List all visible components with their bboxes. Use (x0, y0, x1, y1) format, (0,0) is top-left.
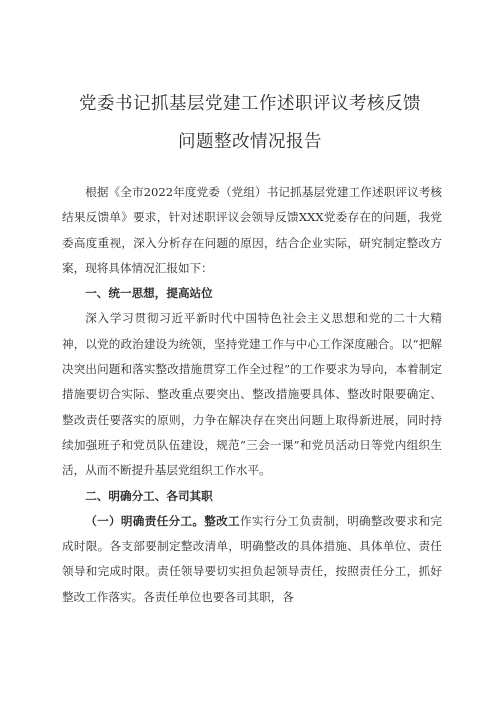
section1-paragraph: 深入学习贯彻习近平新时代中国特色社会主义思想和党的二十大精神，以党的政治建设为统领，坚持党建工作与中心工作深度融合。以“把解决突出问题和落实整改措施贯穿工作全过程”的工作要求为导向，本着制定措施要切合实际、整改重点要突出、整改措施要具体、整改时限要确定、整改责任要落实的原则，力争在解决存在突出问题上取得新进展，同时持续加强班子和党员队伍建设，规范“三会一课”和党员活动日等党内组织生活，从而不断提升基层党组织工作水平。 (62, 311, 442, 478)
subsection1-text: 作实行分工负责制，明确整改要求和完成时限。各支部要制定整改清单，明确整改的具体措施、具体单位、责任领导和完成时限。责任领导要切实担负起领导责任，按照责任分工，抓好整改工作落实。各责任单位也要各司其职，各 (62, 513, 442, 604)
document-body (62, 180, 442, 610)
document-title-line1: 党委书记抓基层党建工作述职评议考核反馈 (79, 94, 421, 114)
section2-heading: 二、明确分工、各司其职 (85, 488, 213, 503)
intro-paragraph: 根据《全市2022年度党委（党组）书记抓基层党建工作述职评议考核结果反馈单》要求，针对述职评议会领导反馈XXX党委存在的问题，我党委高度重视，深入分析存在问题的原因，结合企业实际，研究制定整改方案，现将具体情况汇报如下： (62, 185, 442, 275)
subsection1-paragraph (62, 509, 442, 610)
subsection1-lead: （一）明确责任分工。整改工 (85, 513, 240, 528)
section1-heading: 一、统一思想，提高站位 (85, 286, 213, 301)
document-title-line2: 问题整改情况报告 (178, 132, 322, 152)
